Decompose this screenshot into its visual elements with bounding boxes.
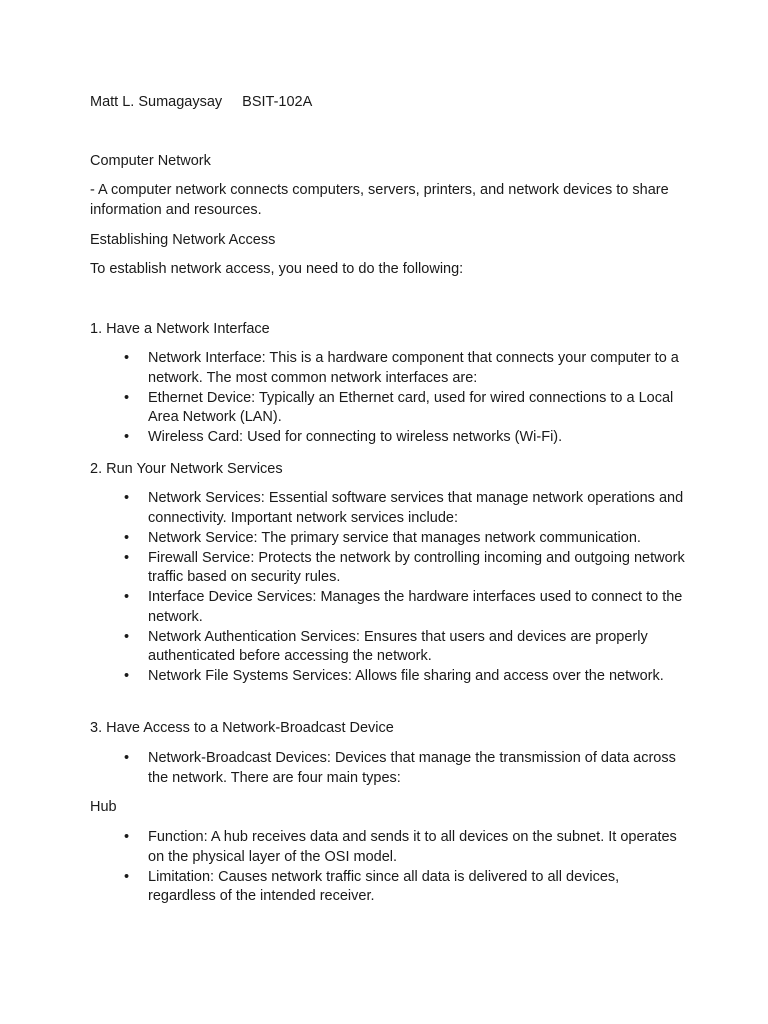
step-heading-2: 2. Run Your Network Services (90, 461, 283, 477)
list-item: • Limitation: Causes network traffic since all data is delivered to all devices, regardless of the intended receiver. (124, 868, 620, 904)
lead-paragraph: To establish network access, you need to do the following: (90, 261, 464, 277)
bullet-icon: • (124, 429, 130, 445)
intro-paragraph: - A computer network connects computers, servers, printers, and network devices to share information and resources. (90, 182, 669, 218)
section-subtitle: Establishing Network Access (90, 232, 276, 248)
step-heading-1: 1. Have a Network Interface (90, 321, 270, 337)
list-item: • Function: A hub receives data and sends it to all devices on the subnet. It operates on the physical layer of the OSI model. (124, 829, 677, 865)
bullet-icon: • (124, 668, 130, 684)
step-heading-3: 3. Have Access to a Network-Broadcast Device (90, 720, 394, 736)
bullet-icon: • (124, 628, 130, 645)
bullet-icon: • (124, 868, 130, 885)
bullet-icon: • (124, 529, 130, 546)
author-name: Matt L. Sumagaysay (90, 94, 223, 110)
bullet-icon: • (124, 829, 130, 845)
list-item: • Wireless Card: Used for connecting to wireless networks (Wi-Fi). (90, 428, 690, 448)
document-title: Computer Network (90, 153, 211, 169)
list-item: • Network-Broadcast Devices: Devices that manage the transmission of data across the network. There are four main types: (124, 750, 676, 786)
list-item: • Network File Systems Services: Allows file sharing and access over the network. (90, 667, 690, 687)
list-item: • Network Service: The primary service that manages network communication. (90, 529, 690, 549)
list-item: • Firewall Service: Protects the network by controlling incoming and outgoing network traffic based on security rules. (124, 549, 685, 585)
hub-list (90, 828, 690, 907)
list-item: • Network Interface: This is a hardware component that connects your computer to a network. The most common network interfaces are: (124, 350, 679, 386)
hub-heading: Hub (90, 799, 117, 815)
bullet-icon: • (124, 549, 130, 566)
bullet-icon: • (124, 750, 130, 766)
author-line (90, 93, 312, 112)
bullet-icon: • (124, 490, 130, 506)
list-item: • Ethernet Device: Typically an Ethernet card, used for wired connections to a Local Area Network (LAN). (124, 389, 674, 425)
list-item: • Network Services: Essential software services that manage network operations and connectivity. Important network services include: (124, 490, 684, 526)
bullet-icon: • (124, 389, 130, 406)
step-3-list (90, 749, 690, 789)
bullet-icon: • (124, 589, 130, 605)
step-1-list (90, 349, 690, 448)
list-item: • Network Authentication Services: Ensures that users and devices are properly authenticated before accessing the network. (124, 628, 648, 664)
section-code: BSIT-102A (242, 94, 313, 110)
list-item: • Interface Device Services: Manages the hardware interfaces used to connect to the network. (124, 589, 683, 625)
bullet-icon: • (124, 350, 130, 366)
step-2-list (90, 489, 690, 687)
